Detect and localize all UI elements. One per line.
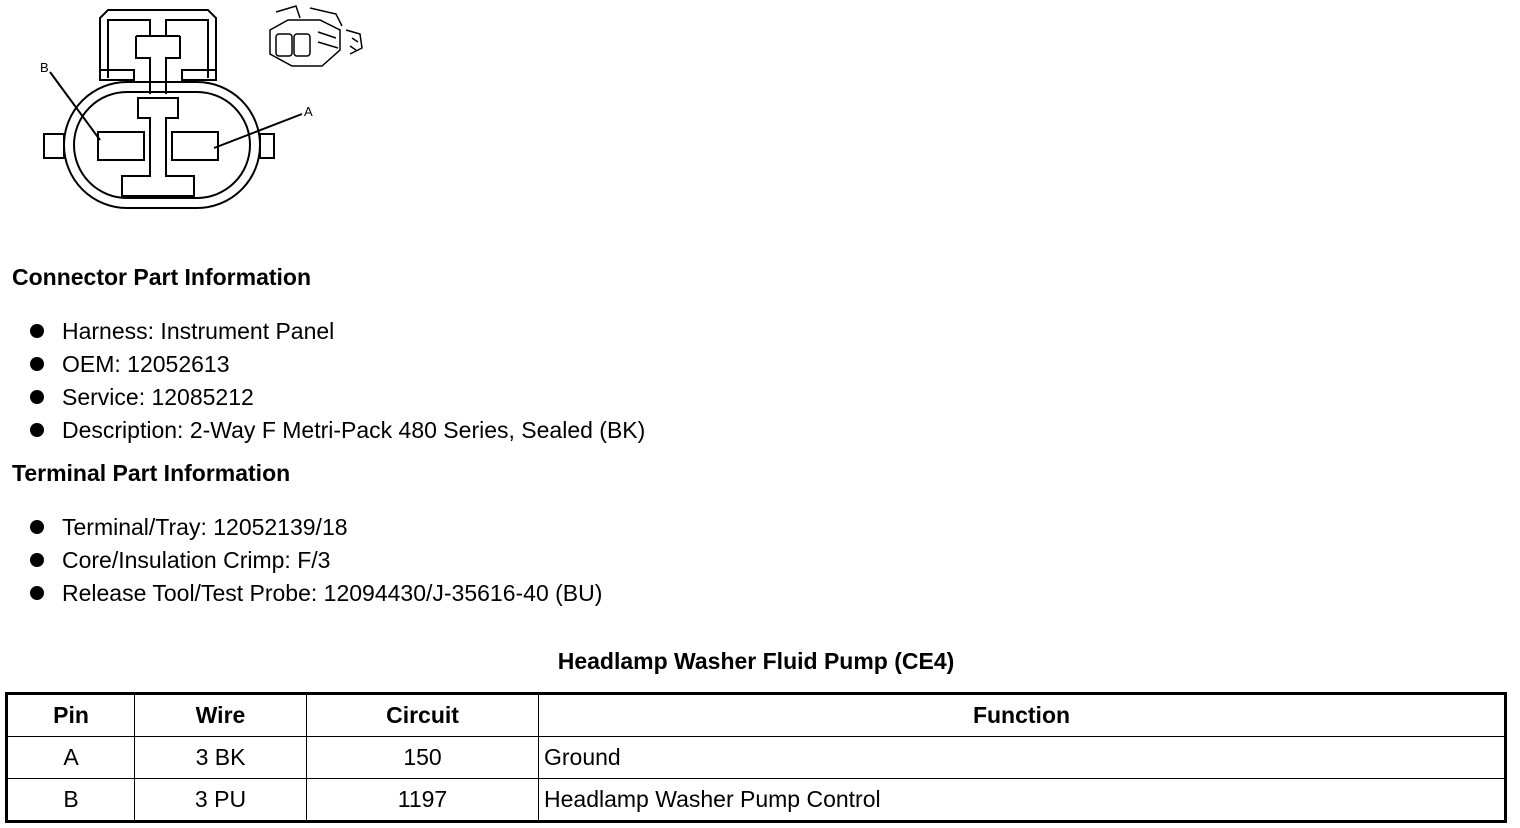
list-item: Harness: Instrument Panel — [28, 315, 645, 348]
table-row — [7, 779, 1506, 822]
cell-pin: A — [7, 737, 135, 779]
connector-thumbnail-icon — [270, 6, 362, 66]
table-header-row — [7, 694, 1506, 737]
connector-face-icon — [0, 0, 380, 220]
cell-circuit: 1197 — [307, 779, 539, 822]
bullet-icon — [30, 586, 44, 600]
table-row — [7, 737, 1506, 779]
cell-pin: B — [7, 779, 135, 822]
bullet-icon — [30, 324, 44, 338]
terminal-info-list — [28, 511, 602, 610]
header-circuit: Circuit — [307, 694, 539, 737]
list-item: OEM: 12052613 — [28, 348, 645, 381]
cell-wire: 3 PU — [135, 779, 307, 822]
header-pin: Pin — [7, 694, 135, 737]
header-wire: Wire — [135, 694, 307, 737]
list-item: Core/Insulation Crimp: F/3 — [28, 544, 602, 577]
pin-table-title: Headlamp Washer Fluid Pump (CE4) — [557, 648, 955, 674]
bullet-icon — [30, 357, 44, 371]
bullet-icon — [30, 423, 44, 437]
bullet-icon — [30, 520, 44, 534]
bullet-icon — [30, 553, 44, 567]
label-b: B — [40, 60, 49, 75]
connector-diagram — [0, 0, 380, 220]
bullet-icon — [30, 390, 44, 404]
terminal-info-title: Terminal Part Information — [12, 460, 291, 486]
list-item: Terminal/Tray: 12052139/18 — [28, 511, 602, 544]
pin-table — [5, 692, 1507, 823]
list-item: Description: 2-Way F Metri-Pack 480 Series, Sealed (BK) — [28, 414, 645, 447]
cell-wire: 3 BK — [135, 737, 307, 779]
header-function: Function — [539, 694, 1506, 737]
connector-info-title: Connector Part Information — [12, 264, 312, 290]
cell-function: Headlamp Washer Pump Control — [539, 779, 1506, 822]
list-item: Release Tool/Test Probe: 12094430/J-35616-40 (BU) — [28, 577, 602, 610]
label-a: A — [304, 104, 313, 119]
list-item: Service: 12085212 — [28, 381, 645, 414]
connector-info-list — [28, 315, 645, 447]
cell-circuit: 150 — [307, 737, 539, 779]
cell-function: Ground — [539, 737, 1506, 779]
